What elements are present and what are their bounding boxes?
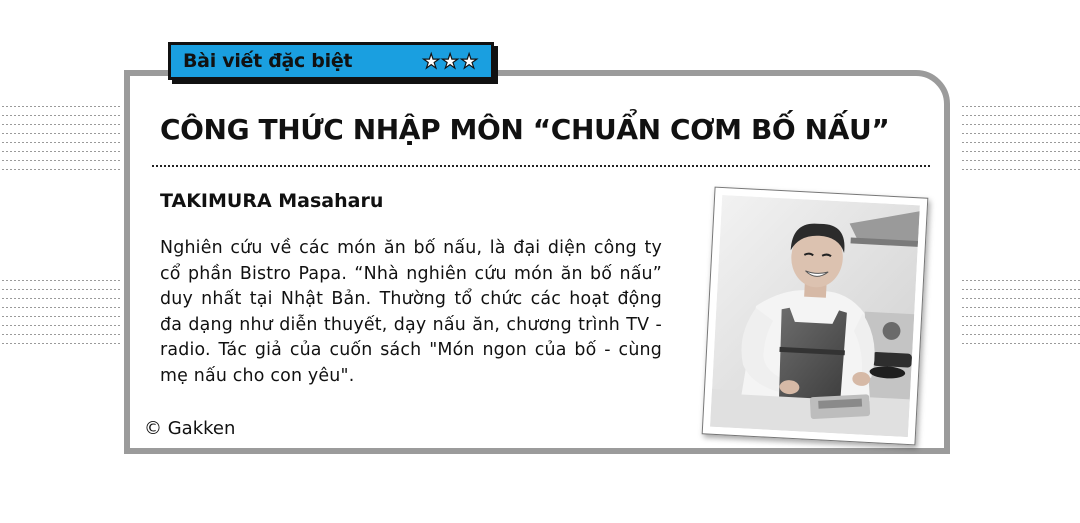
copyright-notice: © Gakken	[144, 418, 236, 439]
author-bio: Nghiên cứu về các món ăn bố nấu, là đại diện công ty cổ phần Bistro Papa. “Nhà nghiên cứu món ăn bố nấu” duy nhất tại Nhật Bản. Thường tổ chức các hoạt động đa dạng như diễn thuyết, dạy nấu ăn, chương trình TV - radio. Tác giả của cuốn sách "Món ngon của bố - cùng mẹ nấu cho con yêu".	[160, 238, 662, 386]
feature-tag	[168, 42, 494, 80]
author-photo-image	[710, 195, 920, 437]
feature-tag-label: Bài viết đặc biệt	[183, 50, 353, 72]
decorative-rules-right-lower	[960, 280, 1080, 350]
decorative-rules-left-lower	[0, 280, 122, 350]
decorative-rules-left	[0, 106, 122, 176]
decorative-rules-right	[960, 106, 1080, 176]
title-divider	[152, 165, 930, 167]
star-rating-icon: ★★★	[422, 49, 479, 73]
author-name: TAKIMURA Masaharu	[160, 190, 384, 212]
article-title: CÔNG THỨC NHẬP MÔN “CHUẨN CƠM BỐ NẤU”	[160, 113, 890, 146]
author-photo	[702, 187, 929, 446]
